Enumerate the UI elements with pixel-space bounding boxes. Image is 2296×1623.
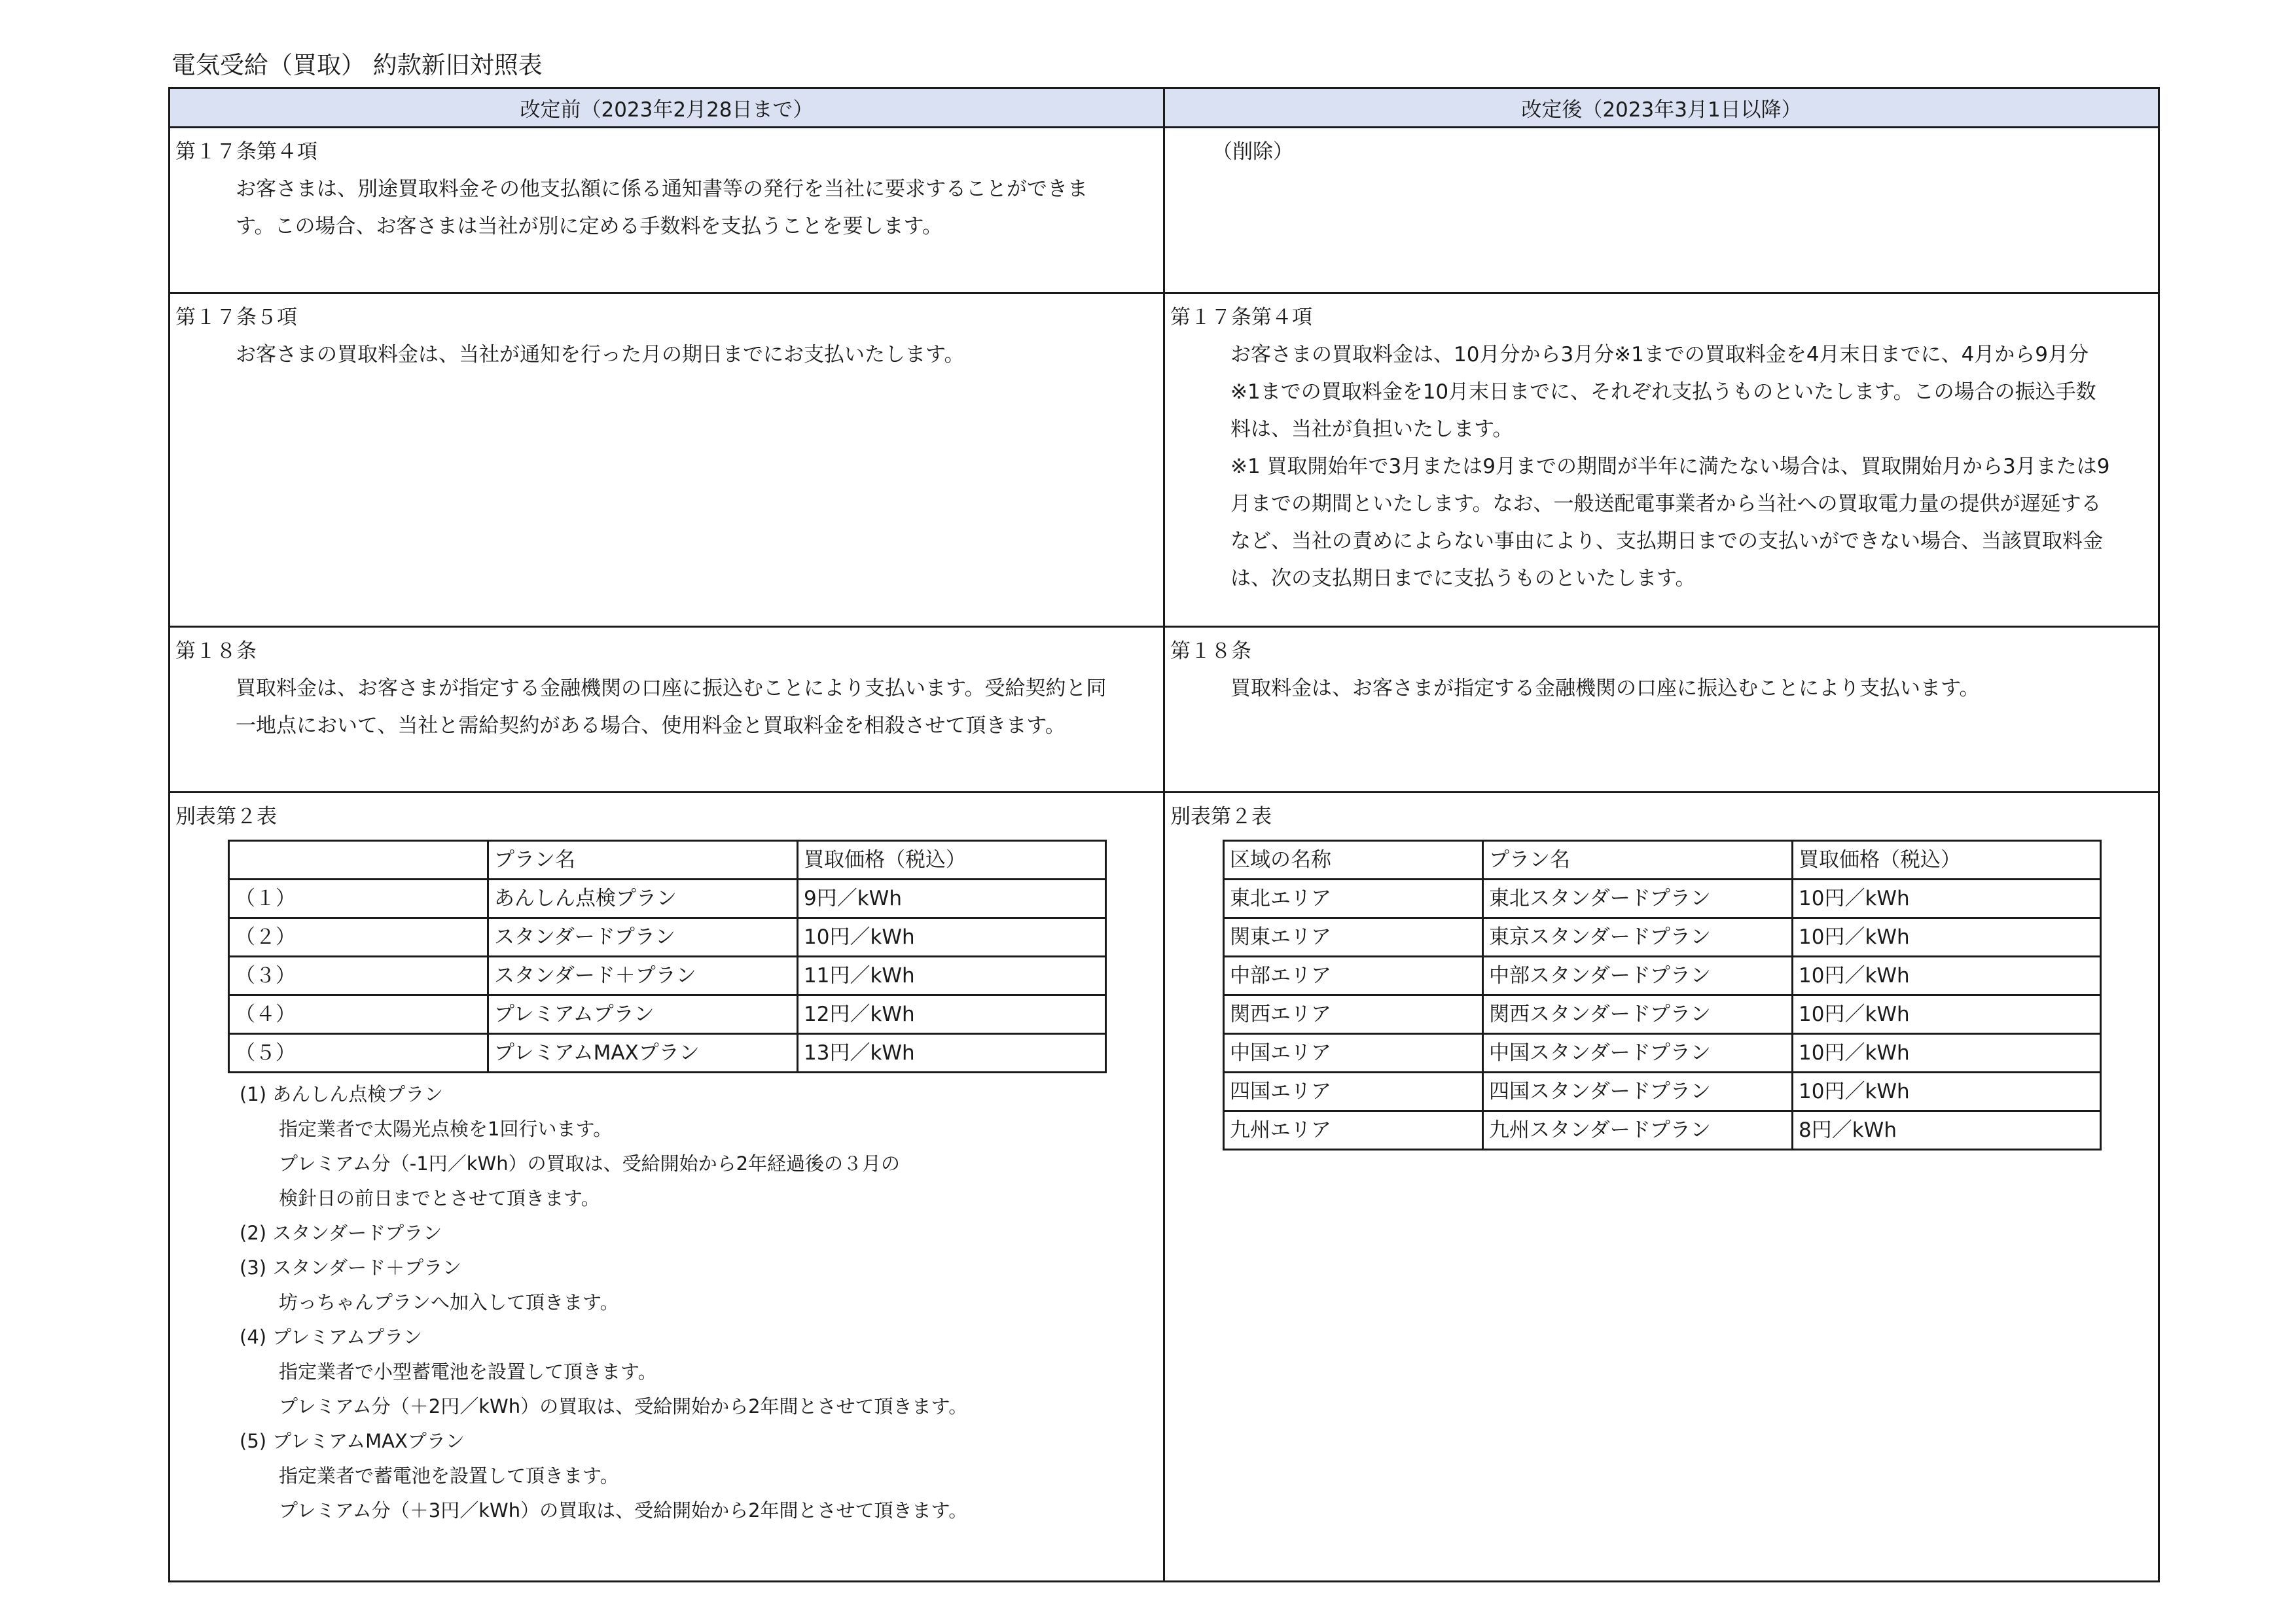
plan-note-title: (5) プレミアムMAXプラン [240, 1430, 465, 1452]
article-text: 買取料金は、お客さまが指定する金融機関の口座に振込むことにより支払います。 [1230, 677, 1980, 700]
plan-table-after-row [1224, 1034, 2101, 1073]
plan-note-item [240, 1424, 1158, 1528]
plan-table-after-row [1224, 995, 2101, 1034]
plan-table-after-header-row [1224, 841, 2101, 880]
plan-note-item [240, 1077, 1158, 1216]
plan-table-before-cell: あんしん点検プラン [488, 880, 798, 918]
article-heading: 第１８条 [1170, 639, 1251, 663]
plan-table-before-cell: スタンダードプラン [488, 918, 798, 957]
plan-table-before-cell: （４） [229, 995, 488, 1034]
article-text: お客さまの買取料金は、当社が通知を行った月の期日までにお支払いたします。 [236, 343, 965, 366]
cell-before-article18 [170, 627, 1164, 793]
plan-table-before-header-cell: プラン名 [488, 841, 798, 880]
plan-table-after-header-cell: プラン名 [1483, 841, 1793, 880]
plan-note-item [240, 1251, 1158, 1320]
plan-table-after-cell: 8円／kWh [1793, 1111, 2101, 1150]
cell-after-article17-4-new [1164, 293, 2159, 627]
cell-before-appendix [170, 793, 1164, 1582]
plan-table-before-header-cell [229, 841, 488, 880]
document-title: 電気受給（買取） 約款新旧対照表 [171, 51, 543, 79]
article-text: お客さまは、別途買取料金その他支払額に係る通知書等の発行を当社に要求することができます。この場合、お客さまは当社が別に定める手数料を支払うことを要します。 [236, 177, 1088, 238]
plan-table-before-row [229, 957, 1106, 995]
plan-table-after-cell: 10円／kWh [1793, 1034, 2101, 1073]
plan-table-after-cell: 関西エリア [1224, 995, 1483, 1034]
plan-table-before-cell: スタンダード＋プラン [488, 957, 798, 995]
column-header-before: 改定前（2023年2月28日まで） [170, 88, 1164, 128]
column-header-after: 改定後（2023年3月1日以降） [1164, 88, 2159, 128]
plan-table-after-cell: 東北スタンダードプラン [1483, 880, 1793, 918]
plan-table-before-row [229, 918, 1106, 957]
plan-note-line: プレミアム分（-1円／kWh）の買取は、受給開始から2年経過後の３月の [279, 1152, 901, 1175]
plan-table-before-row [229, 1034, 1106, 1073]
cell-after-article17-4 [1164, 128, 2159, 293]
article-heading: 第１７条５項 [175, 306, 297, 329]
plan-table-after-cell: 東北エリア [1224, 880, 1483, 918]
plan-table-after-row [1224, 1111, 2101, 1150]
plan-table-before-cell: （３） [229, 957, 488, 995]
plan-price-table-before [228, 840, 1107, 1073]
plan-table-after-cell: 中国エリア [1224, 1034, 1483, 1073]
plan-table-before-header-row [229, 841, 1106, 880]
plan-table-after-header-cell: 区域の名称 [1224, 841, 1483, 880]
plan-table-after-cell: 九州エリア [1224, 1111, 1483, 1150]
plan-note-line: プレミアム分（＋2円／kWh）の買取は、受給開始から2年間とさせて頂きます。 [279, 1395, 968, 1418]
plan-note-item [240, 1216, 1158, 1251]
article-heading: 第１７条第４項 [175, 140, 317, 164]
plan-note-item [240, 1320, 1158, 1424]
plan-table-before-cell: プレミアムMAXプラン [488, 1034, 798, 1073]
plan-table-before-row [229, 880, 1106, 918]
plan-table-before-header-cell: 買取価格（税込） [798, 841, 1106, 880]
plan-table-after-cell: 中部エリア [1224, 957, 1483, 995]
plan-table-before-cell: 10円／kWh [798, 918, 1106, 957]
plan-note-line: 坊っちゃんプランへ加入して頂きます。 [279, 1291, 619, 1313]
article-footnote: ※1 買取開始年で3月または9月までの期間が半年に満たない場合は、買取開始月から3月または9月までの期間といたします。なお、一般送配電事業者から当社への買取電力量の提供が遅延するなど、当社の責めによらない事由により、支払期日までの支払いができない場合、当該買取料金は、次の支払期日までに支払うものといたします。 [1230, 455, 2110, 590]
plan-table-after-cell: 九州スタンダードプラン [1483, 1111, 1793, 1150]
deleted-label: （削除） [1212, 140, 1293, 164]
cell-after-article18 [1164, 627, 2159, 793]
plan-table-after-cell: 10円／kWh [1793, 957, 2101, 995]
plan-table-after-row [1224, 918, 2101, 957]
plan-table-before-cell: （１） [229, 880, 488, 918]
column-header-row [170, 88, 2159, 128]
plan-table-after-cell: 四国エリア [1224, 1073, 1483, 1111]
appendix-heading: 別表第２表 [175, 805, 277, 829]
plan-table-before-cell: 13円／kWh [798, 1034, 1106, 1073]
plan-table-after-cell: 中国スタンダードプラン [1483, 1034, 1793, 1073]
plan-note-title: (1) あんしん点検プラン [240, 1083, 444, 1105]
plan-note-title: (2) スタンダードプラン [240, 1222, 442, 1244]
plan-note-line: 指定業者で太陽光点検を1回行います。 [279, 1118, 613, 1140]
plan-table-before-cell: （２） [229, 918, 488, 957]
plan-table-before-cell: 12円／kWh [798, 995, 1106, 1034]
cell-before-article17-4 [170, 128, 1164, 293]
plan-table-after-cell: 10円／kWh [1793, 995, 2101, 1034]
comparison-table [168, 87, 2160, 1582]
plan-table-after-row [1224, 1073, 2101, 1111]
plan-table-after-header-cell: 買取価格（税込） [1793, 841, 2101, 880]
plan-table-after-cell: 四国スタンダードプラン [1483, 1073, 1793, 1111]
cell-before-article17-5 [170, 293, 1164, 627]
plan-price-table-after [1223, 840, 2102, 1150]
plan-note-line: プレミアム分（＋3円／kWh）の買取は、受給開始から2年間とさせて頂きます。 [279, 1499, 968, 1522]
row-appendix-table2 [170, 793, 2159, 1582]
appendix-heading: 別表第２表 [1170, 805, 1272, 829]
plan-note-line: 指定業者で小型蓄電池を設置して頂きます。 [279, 1361, 657, 1383]
cell-after-appendix [1164, 793, 2159, 1582]
plan-table-after-cell: 10円／kWh [1793, 880, 2101, 918]
plan-note-line: 検針日の前日までとさせて頂きます。 [279, 1187, 600, 1209]
plan-table-before-cell: （５） [229, 1034, 488, 1073]
plan-table-after-row [1224, 880, 2101, 918]
article-text: 買取料金は、お客さまが指定する金融機関の口座に振込むことにより支払います。受給契約と同一地点において、当社と需給契約がある場合、使用料金と買取料金を相殺させて頂きます。 [236, 677, 1107, 738]
article-text: お客さまの買取料金は、10月分から3月分※1までの買取料金を4月末日までに、4月から9月分※1までの買取料金を10月末日までに、それぞれ支払うものといたします。この場合の振込手数料は、当社が負担いたします。 [1230, 343, 2096, 441]
plan-table-after-cell: 10円／kWh [1793, 918, 2101, 957]
plan-table-after-row [1224, 957, 2101, 995]
plan-table-after-cell: 10円／kWh [1793, 1073, 2101, 1111]
row-article18 [170, 627, 2159, 793]
plan-notes [240, 1077, 1158, 1528]
plan-table-before-cell: 9円／kWh [798, 880, 1106, 918]
plan-table-before-cell: プレミアムプラン [488, 995, 798, 1034]
plan-table-after-cell: 関西スタンダードプラン [1483, 995, 1793, 1034]
plan-note-title: (3) スタンダード＋プラン [240, 1257, 462, 1279]
plan-table-after-cell: 中部スタンダードプラン [1483, 957, 1793, 995]
row-article17-4 [170, 128, 2159, 293]
article-heading: 第１８条 [175, 639, 257, 663]
article-heading: 第１７条第４項 [1170, 306, 1312, 329]
plan-table-before-row [229, 995, 1106, 1034]
plan-table-before-cell: 11円／kWh [798, 957, 1106, 995]
plan-note-line: 指定業者で蓄電池を設置して頂きます。 [279, 1465, 619, 1487]
plan-note-title: (4) プレミアムプラン [240, 1326, 423, 1348]
plan-table-after-cell: 東京スタンダードプラン [1483, 918, 1793, 957]
plan-table-after-cell: 関東エリア [1224, 918, 1483, 957]
row-article17-5 [170, 293, 2159, 627]
